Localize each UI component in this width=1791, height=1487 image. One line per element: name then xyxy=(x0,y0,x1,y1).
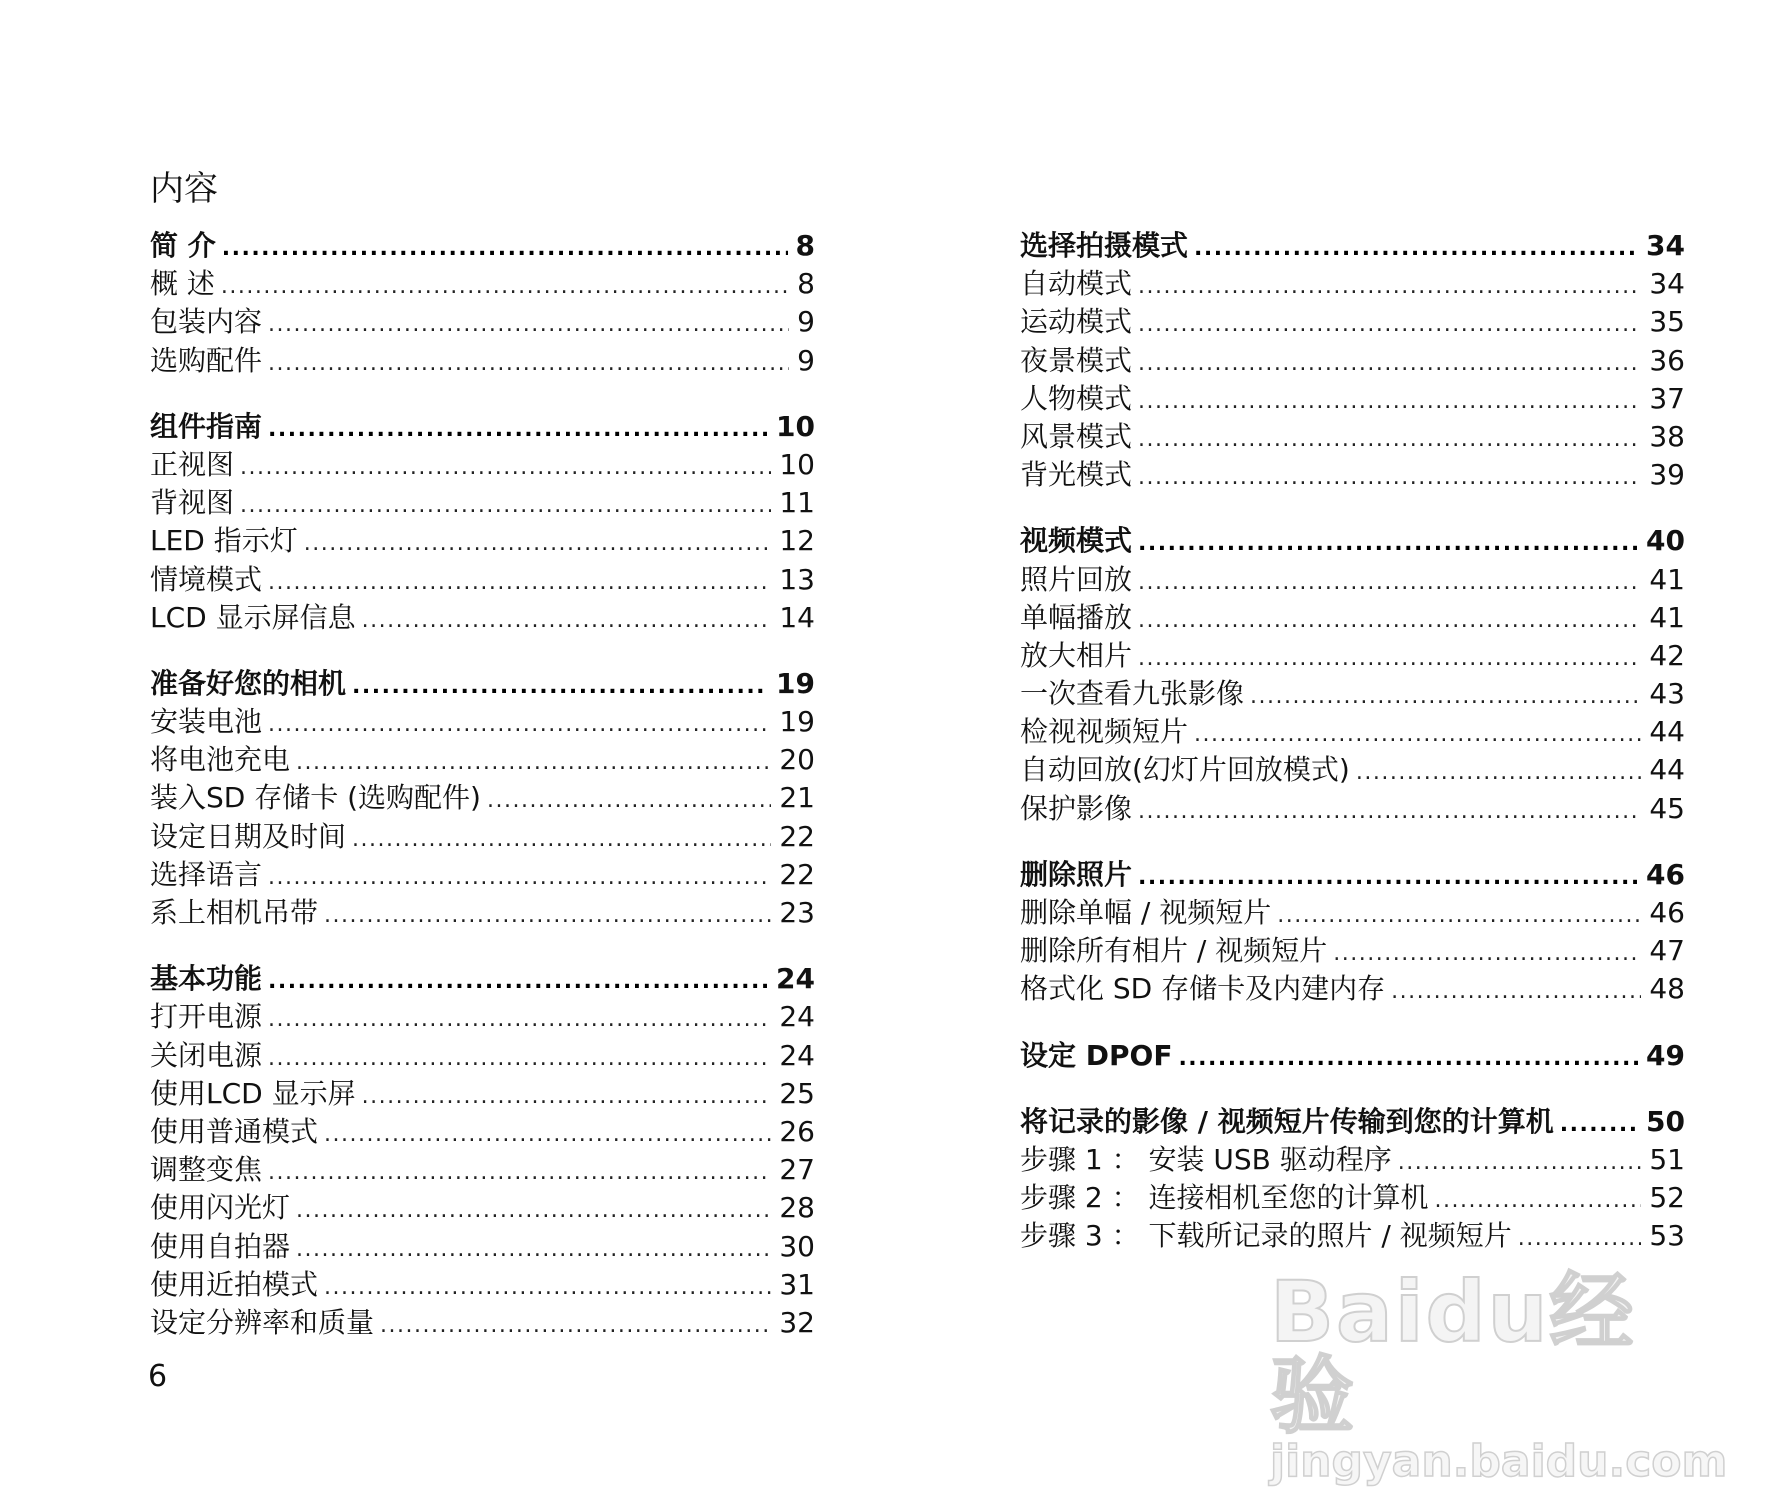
dot-leader xyxy=(1138,306,1641,344)
dot-leader xyxy=(268,345,789,383)
toc-section-title-entry[interactable] xyxy=(1020,1037,1685,1075)
toc-entry-page: 52 xyxy=(1649,1181,1685,1215)
toc-entry[interactable] xyxy=(1020,894,1685,932)
dot-leader xyxy=(362,602,772,640)
dot-leader xyxy=(268,411,768,449)
toc-entry-page: 26 xyxy=(779,1114,815,1148)
toc-entry[interactable] xyxy=(150,303,815,341)
watermark-url: jingyan.baidu.com xyxy=(1270,1436,1728,1487)
toc-entry-label: 背光模式 xyxy=(1020,458,1133,492)
toc-entry-label: 背视图 xyxy=(150,486,235,520)
toc-entry[interactable] xyxy=(1020,751,1685,789)
toc-entry-label: 使用近拍模式 xyxy=(150,1267,319,1301)
toc-entry-page: 36 xyxy=(1649,343,1685,377)
dot-leader xyxy=(268,706,771,744)
toc-entry-label: 概 述 xyxy=(150,267,215,301)
toc-entry[interactable] xyxy=(1020,713,1685,751)
dot-leader xyxy=(296,744,771,782)
toc-entry-page: 10 xyxy=(779,447,815,481)
dot-leader xyxy=(1194,230,1638,268)
toc-entry-label: 正视图 xyxy=(150,447,235,481)
dot-leader xyxy=(1194,716,1641,754)
toc-entry-label: 夜景模式 xyxy=(1020,343,1133,377)
toc-section-title-entry[interactable] xyxy=(150,960,815,998)
toc-entry-page: 47 xyxy=(1649,934,1685,968)
toc-entry[interactable] xyxy=(150,1304,815,1342)
dot-leader xyxy=(268,1154,771,1192)
dot-leader xyxy=(1398,1144,1642,1182)
dot-leader xyxy=(1138,383,1641,421)
dot-leader xyxy=(268,859,771,897)
toc-entry[interactable] xyxy=(1020,456,1685,494)
toc-entry-label: LCD 显示屏信息 xyxy=(150,600,356,634)
watermark-logo: Baidu经验 xyxy=(1270,1263,1636,1445)
toc-entry[interactable] xyxy=(150,1075,815,1113)
toc-entry-page: 31 xyxy=(779,1267,815,1301)
toc-entry-page: 22 xyxy=(779,857,815,891)
toc-entry-page: 24 xyxy=(776,962,815,996)
toc-entry[interactable] xyxy=(1020,599,1685,637)
toc-entry-page: 27 xyxy=(779,1153,815,1187)
page-number: 6 xyxy=(148,1359,168,1394)
toc-entry-label: 放大相片 xyxy=(1020,638,1133,672)
dot-leader xyxy=(1138,345,1641,383)
toc-section-title-entry[interactable] xyxy=(150,408,815,446)
toc-entry-label: 使用闪光灯 xyxy=(150,1191,291,1225)
toc-entry[interactable] xyxy=(1020,561,1685,599)
toc-section xyxy=(150,408,815,637)
dot-leader xyxy=(1138,793,1641,831)
toc-section xyxy=(150,227,815,380)
dot-leader xyxy=(1138,859,1638,897)
toc-entry[interactable] xyxy=(1020,418,1685,456)
toc-entry[interactable] xyxy=(1020,265,1685,303)
toc-entry-page: 34 xyxy=(1646,229,1685,262)
toc-entry-page: 20 xyxy=(779,743,815,777)
toc-entry-page: 50 xyxy=(1646,1104,1685,1138)
toc-entry-page: 22 xyxy=(779,819,815,853)
toc-entry-page: 48 xyxy=(1649,972,1685,1006)
toc-entry-page: 35 xyxy=(1649,305,1685,339)
dot-leader xyxy=(296,1231,771,1269)
toc-entry-label: 删除所有相片 / 视频短片 xyxy=(1020,934,1328,968)
toc-entry-label: 人物模式 xyxy=(1020,381,1133,415)
toc-entry-label: 照片回放 xyxy=(1020,562,1133,596)
toc-entry-label: 情境模式 xyxy=(150,562,263,596)
toc-entry-label: 步骤 3 ： 下载所记录的照片 / 视频短片 xyxy=(1020,1219,1512,1253)
toc-entry-page: 51 xyxy=(1649,1142,1685,1176)
dot-leader xyxy=(1277,897,1641,935)
toc-entry[interactable] xyxy=(1020,970,1685,1008)
toc-entry[interactable] xyxy=(150,522,815,560)
toc-entry[interactable] xyxy=(150,818,815,856)
toc-entry-page: 41 xyxy=(1649,600,1685,634)
dot-leader xyxy=(324,897,771,935)
toc-entry-label: 包装内容 xyxy=(150,305,263,339)
dot-leader xyxy=(1391,973,1641,1011)
toc-entry[interactable] xyxy=(150,1266,815,1304)
toc-entry-page: 13 xyxy=(779,562,815,596)
toc-entry-label: 设定 DPOF xyxy=(1020,1038,1173,1072)
toc-entry-label: 删除照片 xyxy=(1020,857,1133,891)
dot-leader xyxy=(352,821,771,859)
toc-entry[interactable] xyxy=(1020,1141,1685,1179)
toc-entry-page: 34 xyxy=(1649,267,1685,301)
toc-entry-page: 39 xyxy=(1649,458,1685,492)
toc-entry-page: 41 xyxy=(1649,562,1685,596)
toc-entry[interactable] xyxy=(150,484,815,522)
toc-entry-page: 45 xyxy=(1649,791,1685,825)
dot-leader xyxy=(1333,935,1641,973)
toc-entry[interactable] xyxy=(150,998,815,1036)
toc-entry[interactable] xyxy=(150,1037,815,1075)
toc-entry-label: 单幅播放 xyxy=(1020,600,1133,634)
toc-entry-label: 步骤 1 ： 安装 USB 驱动程序 xyxy=(1020,1142,1392,1176)
toc-entry-page: 38 xyxy=(1649,419,1685,453)
toc-entry-page: 24 xyxy=(779,1038,815,1072)
toc-entry-label: 保护影像 xyxy=(1020,791,1133,825)
toc-entry-label: 将记录的影像 / 视频短片传输到您的计算机 xyxy=(1020,1104,1554,1138)
dot-leader xyxy=(324,1116,771,1154)
toc-entry-page: 49 xyxy=(1646,1038,1685,1072)
toc-entry-label: 选择拍摄模式 xyxy=(1020,229,1189,262)
toc-entry-page: 44 xyxy=(1649,715,1685,749)
toc-entry-label: 步骤 2 ： 连接相机至您的计算机 xyxy=(1020,1181,1429,1215)
dot-leader xyxy=(296,1192,771,1230)
toc-section xyxy=(150,960,815,1342)
dot-leader xyxy=(1435,1182,1642,1220)
toc-entry-page: 30 xyxy=(779,1229,815,1263)
dot-leader xyxy=(268,564,771,602)
toc-entry-label: 自动回放(幻灯片回放模式) xyxy=(1020,753,1350,787)
dot-leader xyxy=(1250,678,1641,716)
toc-entry[interactable] xyxy=(150,1228,815,1266)
toc-section xyxy=(1020,1037,1685,1075)
toc-entry[interactable] xyxy=(150,703,815,741)
toc-entry-page: 25 xyxy=(779,1076,815,1110)
toc-entry[interactable] xyxy=(1020,932,1685,970)
dot-leader xyxy=(268,1040,771,1078)
toc-entry-page: 10 xyxy=(776,409,815,443)
dot-leader xyxy=(1138,459,1641,497)
toc-entry[interactable] xyxy=(1020,675,1685,713)
toc-entry-label: 设定分辨率和质量 xyxy=(150,1305,375,1339)
toc-entry-label: 装入SD 存储卡 (选购配件) xyxy=(150,781,481,815)
toc-entry[interactable] xyxy=(1020,380,1685,418)
dot-leader xyxy=(1138,640,1641,678)
toc-left-column xyxy=(150,227,815,1370)
dot-leader xyxy=(1356,754,1642,792)
dot-leader xyxy=(1560,1106,1638,1144)
toc-entry-label: 选购配件 xyxy=(150,343,263,377)
toc-entry-label: 安装电池 xyxy=(150,705,263,739)
toc-entry-label: 视频模式 xyxy=(1020,524,1133,558)
toc-entry-label: 关闭电源 xyxy=(150,1038,263,1072)
toc-entry-label: 基本功能 xyxy=(150,962,263,996)
toc-entry[interactable] xyxy=(150,1151,815,1189)
toc-entry-label: 调整变焦 xyxy=(150,1153,263,1187)
toc-entry[interactable] xyxy=(1020,342,1685,380)
dot-leader xyxy=(1138,564,1641,602)
toc-entry-label: 使用LCD 显示屏 xyxy=(150,1076,356,1110)
toc-entry-label: 将电池充电 xyxy=(150,743,291,777)
toc-entry-label: LED 指示灯 xyxy=(150,524,298,558)
toc-entry-label: 检视视频短片 xyxy=(1020,715,1189,749)
toc-entry-page: 19 xyxy=(779,705,815,739)
dot-leader xyxy=(1138,602,1641,640)
dot-leader xyxy=(352,668,768,706)
toc-entry-page: 43 xyxy=(1649,677,1685,711)
dot-leader xyxy=(380,1307,771,1345)
toc-entry-page: 44 xyxy=(1649,753,1685,787)
toc-entry-label: 设定日期及时间 xyxy=(150,819,347,853)
toc-entry[interactable] xyxy=(1020,1179,1685,1217)
dot-leader xyxy=(221,268,789,306)
toc-entry-label: 自动模式 xyxy=(1020,267,1133,301)
toc-section-title-entry[interactable] xyxy=(1020,227,1685,265)
toc-entry-page: 8 xyxy=(797,267,815,301)
toc-section-title-entry[interactable] xyxy=(150,665,815,703)
toc-entry[interactable] xyxy=(150,342,815,380)
dot-leader xyxy=(1518,1220,1642,1258)
toc-entry-label: 组件指南 xyxy=(150,409,263,443)
toc-entry-page: 8 xyxy=(795,229,815,262)
dot-leader xyxy=(240,449,771,487)
dot-leader xyxy=(268,306,789,344)
toc-entry-label: 风景模式 xyxy=(1020,419,1133,453)
toc-entry[interactable] xyxy=(150,856,815,894)
dot-leader xyxy=(304,525,772,563)
toc-entry[interactable] xyxy=(1020,790,1685,828)
dot-leader xyxy=(240,487,771,525)
dot-leader xyxy=(487,782,771,820)
toc-section xyxy=(1020,227,1685,494)
toc-heading: 内容 xyxy=(150,169,218,209)
toc-entry[interactable] xyxy=(150,1113,815,1151)
dot-leader xyxy=(222,230,788,268)
toc-entry-page: 53 xyxy=(1649,1219,1685,1253)
toc-entry-page: 32 xyxy=(779,1305,815,1339)
toc-entry[interactable] xyxy=(150,446,815,484)
toc-section xyxy=(1020,1103,1685,1256)
toc-entry-page: 12 xyxy=(779,524,815,558)
toc-section-title-entry[interactable] xyxy=(1020,1103,1685,1141)
dot-leader xyxy=(268,1001,771,1039)
toc-entry[interactable] xyxy=(150,265,815,303)
toc-entry-page: 11 xyxy=(779,486,815,520)
toc-entry-label: 系上相机吊带 xyxy=(150,896,319,929)
toc-entry-page: 9 xyxy=(797,343,815,377)
toc-entry[interactable] xyxy=(150,561,815,599)
toc-entry[interactable] xyxy=(150,894,815,932)
toc-entry-page: 28 xyxy=(779,1191,815,1225)
toc-entry-page: 23 xyxy=(779,896,815,929)
toc-section-title-entry[interactable] xyxy=(1020,522,1685,560)
dot-leader xyxy=(1138,268,1641,306)
baidu-watermark xyxy=(1270,1263,1728,1487)
toc-right-column xyxy=(1020,227,1685,1284)
toc-entry-page: 46 xyxy=(1646,857,1685,891)
toc-section-title-entry[interactable] xyxy=(1020,856,1685,894)
toc-entry-label: 简 介 xyxy=(150,229,216,262)
toc-entry[interactable] xyxy=(150,741,815,779)
toc-entry-page: 40 xyxy=(1646,524,1685,558)
toc-entry[interactable] xyxy=(1020,637,1685,675)
toc-entry-page: 21 xyxy=(779,781,815,815)
toc-section xyxy=(1020,522,1685,828)
toc-entry-page: 14 xyxy=(779,600,815,634)
toc-entry-page: 42 xyxy=(1649,638,1685,672)
toc-entry-label: 使用自拍器 xyxy=(150,1229,291,1263)
toc-entry[interactable] xyxy=(150,779,815,817)
toc-entry[interactable] xyxy=(1020,1217,1685,1255)
toc-section xyxy=(150,665,815,932)
dot-leader xyxy=(362,1078,772,1116)
toc-entry-page: 37 xyxy=(1649,381,1685,415)
toc-section-title-entry[interactable] xyxy=(150,227,815,265)
dot-leader xyxy=(1138,525,1638,563)
toc-entry-page: 46 xyxy=(1649,896,1685,929)
toc-section xyxy=(1020,856,1685,1009)
toc-entry-label: 使用普通模式 xyxy=(150,1114,319,1148)
toc-entry-label: 一次查看九张影像 xyxy=(1020,677,1245,711)
toc-entry[interactable] xyxy=(150,599,815,637)
toc-entry-label: 选择语言 xyxy=(150,857,263,891)
toc-entry-label: 打开电源 xyxy=(150,1000,263,1034)
toc-entry-label: 格式化 SD 存储卡及内建内存 xyxy=(1020,972,1386,1006)
toc-entry-label: 删除单幅 / 视频短片 xyxy=(1020,896,1272,929)
toc-entry-label: 准备好您的相机 xyxy=(150,666,347,700)
toc-entry[interactable] xyxy=(1020,303,1685,341)
toc-entry-label: 运动模式 xyxy=(1020,305,1133,339)
dot-leader xyxy=(1138,421,1641,459)
dot-leader xyxy=(268,963,768,1001)
toc-entry-page: 24 xyxy=(779,1000,815,1034)
dot-leader xyxy=(1178,1040,1638,1078)
toc-entry-page: 19 xyxy=(776,666,815,700)
toc-entry[interactable] xyxy=(150,1189,815,1227)
toc-entry-page: 9 xyxy=(797,305,815,339)
dot-leader xyxy=(324,1269,771,1307)
